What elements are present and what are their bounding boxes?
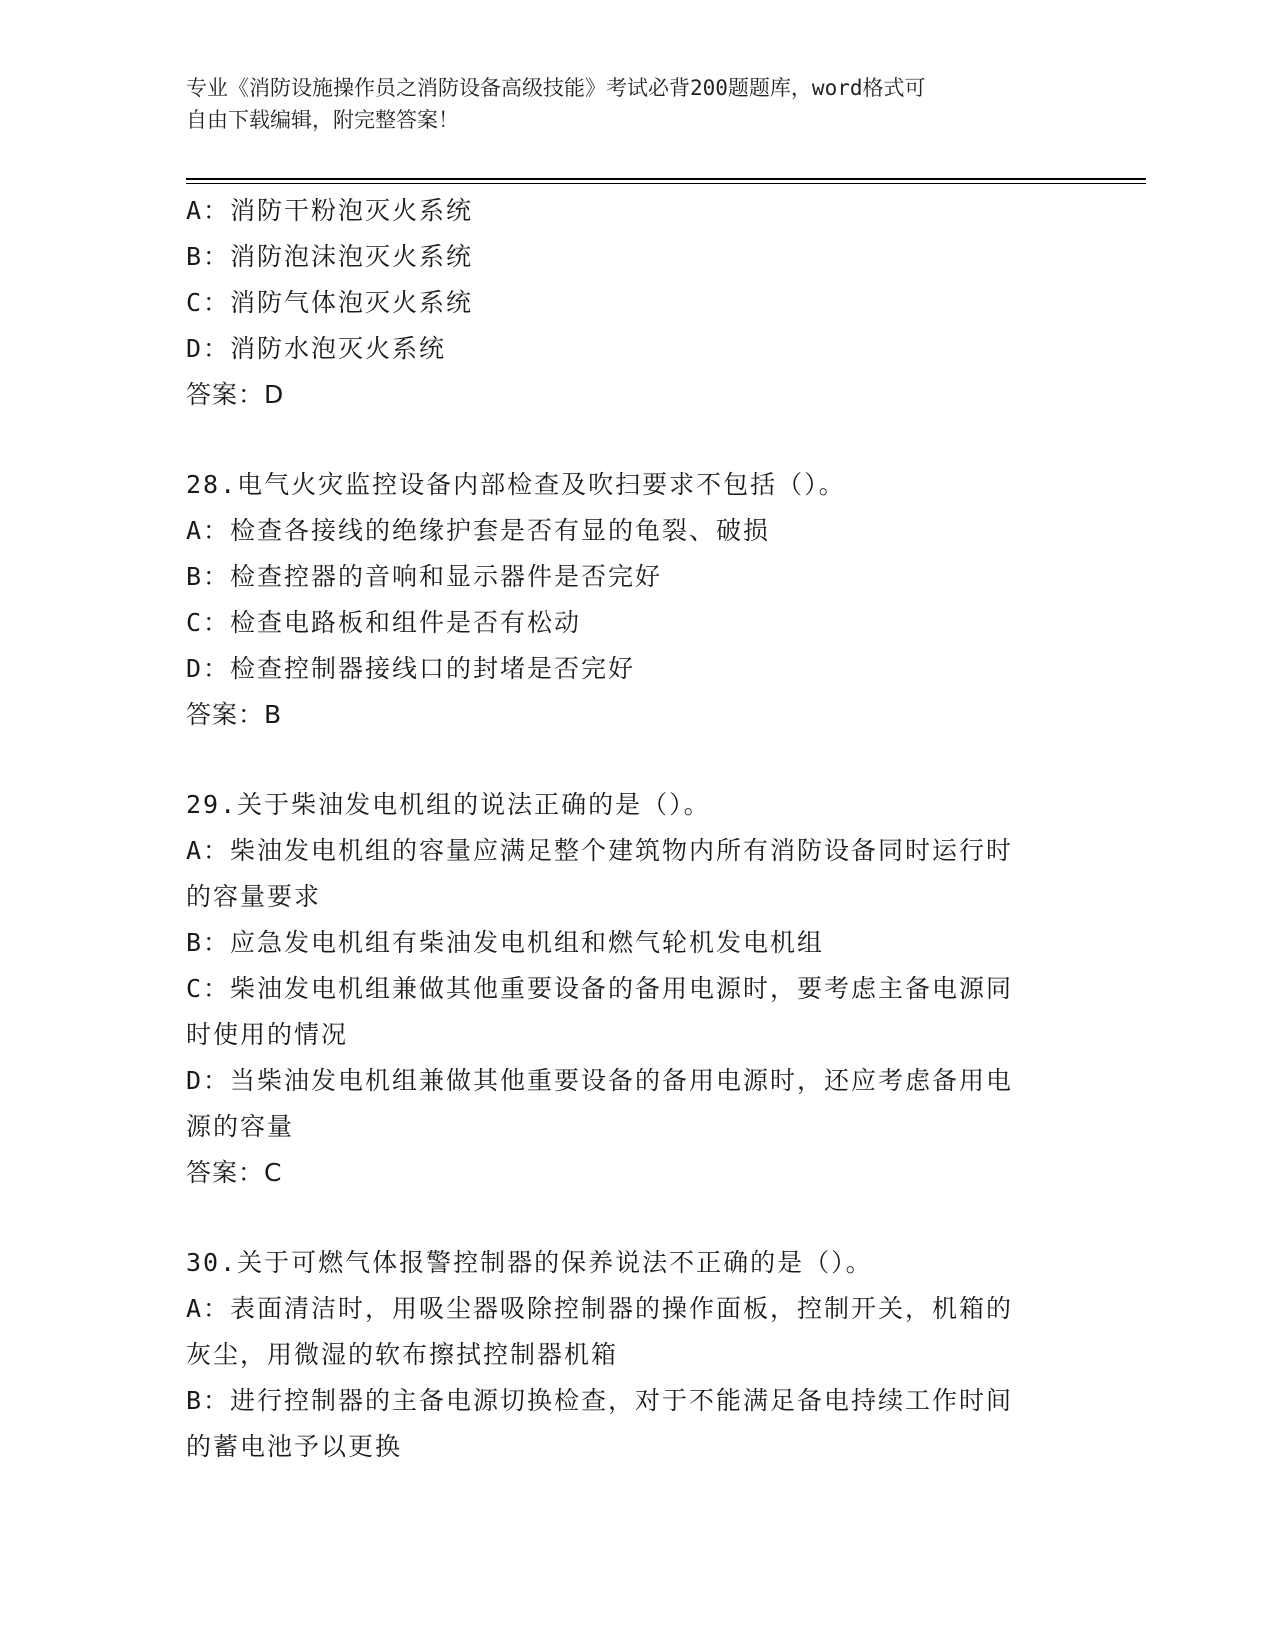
option-d: D：消防水泡灭火系统 [186,334,447,363]
option-b: B：进行控制器的主备电源切换检查，对于不能满足备电持续工作时间 [186,1386,1014,1415]
spacer [186,1196,1066,1240]
option-a-continued: 灰尘，用微湿的软布擦拭控制器机箱 [186,1340,619,1369]
option-b: B：消防泡沫泡灭火系统 [186,242,474,271]
option-d: D：当柴油发电机组兼做其他重要设备的备用电源时，还应考虑备用电 [186,1066,1014,1095]
option-a: A：检查各接线的绝缘护套是否有显的龟裂、破损 [186,516,771,545]
answer-line: 答案：B [186,700,283,729]
question-list [186,188,1066,1470]
question-27 [186,188,1066,418]
option-b: B：应急发电机组有柴油发电机组和燃气轮机发电机组 [186,928,825,957]
answer-line: 答案：C [186,1158,283,1187]
question-29 [186,782,1066,1196]
question-28 [186,462,1066,738]
question-text: 29.关于柴油发电机组的说法正确的是（）。 [186,790,711,819]
spacer [186,418,1066,462]
spacer [186,738,1066,782]
question-text: 30.关于可燃气体报警控制器的保养说法不正确的是（）。 [186,1248,873,1277]
option-a: A：柴油发电机组的容量应满足整个建筑物内所有消防设备同时运行时 [186,836,1014,865]
option-b-continued: 的蓄电池予以更换 [186,1432,403,1461]
option-c: C：消防气体泡灭火系统 [186,288,474,317]
option-d-continued: 源的容量 [186,1112,295,1141]
option-a: A：表面清洁时，用吸尘器吸除控制器的操作面板，控制开关，机箱的 [186,1294,1014,1323]
option-c: C：检查电路板和组件是否有松动 [186,608,582,637]
page-header [186,72,1066,136]
option-a: A：消防干粉泡灭火系统 [186,196,474,225]
option-b: B：检查控器的音响和显示器件是否完好 [186,562,663,591]
header-divider-thick [186,178,1146,180]
option-c-continued: 时使用的情况 [186,1020,349,1049]
option-d: D：检查控制器接线口的封堵是否完好 [186,654,636,683]
header-line-1: 专业《消防设施操作员之消防设备高级技能》考试必背200题题库，word格式可 [186,76,926,100]
question-text: 28.电气火灾监控设备内部检查及吹扫要求不包括（）。 [186,470,846,499]
header-line-2: 自由下载编辑，附完整答案！ [186,108,459,132]
question-30 [186,1240,1066,1470]
option-a-continued: 的容量要求 [186,882,322,911]
option-c: C：柴油发电机组兼做其他重要设备的备用电源时，要考虑主备电源同 [186,974,1014,1003]
answer-line: 答案：D [186,380,285,409]
header-divider-thin [186,183,1146,184]
